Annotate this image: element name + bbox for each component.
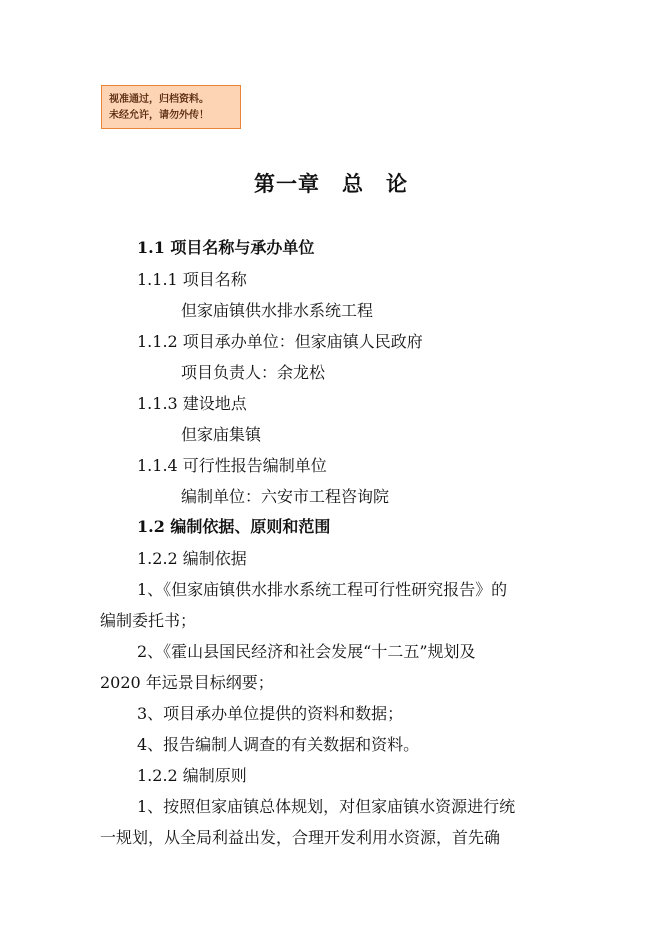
chapter-title: 第一章 总 论	[254, 171, 408, 196]
project-name: 但家庙镇供水排水系统工程	[181, 301, 374, 320]
stamp-line-2: 未经允许，请勿外传！	[109, 110, 209, 121]
principle-item-1-cont: 一规划，从全局利益出发，合理开发利用水资源，首先确	[100, 828, 501, 847]
subsection-1-1-2: 1.1.2 项目承办单位：但家庙镇人民政府	[137, 332, 423, 351]
basis-item-1-cont: 编制委托书；	[100, 611, 197, 630]
stamp-line-1: 视准通过，归档资料。	[109, 94, 209, 105]
basis-item-2-cont: 2020 年远景目标纲要；	[100, 673, 274, 692]
basis-item-3: 3、项目承办单位提供的资料和数据；	[137, 704, 404, 723]
basis-item-1: 1、《但家庙镇供水排水系统工程可行性研究报告》的	[137, 580, 508, 599]
section-heading-1-1: 1.1 项目名称与承办单位	[137, 238, 315, 257]
project-leader: 项目负责人：余龙松	[181, 363, 326, 382]
subsection-1-1-3: 1.1.3 建设地点	[137, 394, 247, 413]
section-heading-1-2: 1.2 编制依据、原则和范围	[137, 517, 331, 536]
construction-site: 但家庙集镇	[181, 425, 262, 444]
subsection-1-2-2-basis: 1.2.2 编制依据	[137, 549, 247, 568]
subsection-1-1-4: 1.1.4 可行性报告编制单位	[137, 456, 327, 475]
basis-item-2: 2、《霍山县国民经济和社会发展“十二五”规划及	[137, 642, 476, 661]
subsection-1-1-1: 1.1.1 项目名称	[137, 270, 247, 289]
principle-item-1: 1、按照但家庙镇总体规划，对但家庙镇水资源进行统	[137, 797, 516, 816]
subsection-1-2-2-principles: 1.2.2 编制原则	[137, 766, 247, 785]
basis-item-4: 4、报告编制人调查的有关数据和资料。	[137, 735, 420, 754]
confidential-stamp	[101, 85, 241, 129]
compiling-unit: 编制单位：六安市工程咨询院	[181, 487, 390, 506]
